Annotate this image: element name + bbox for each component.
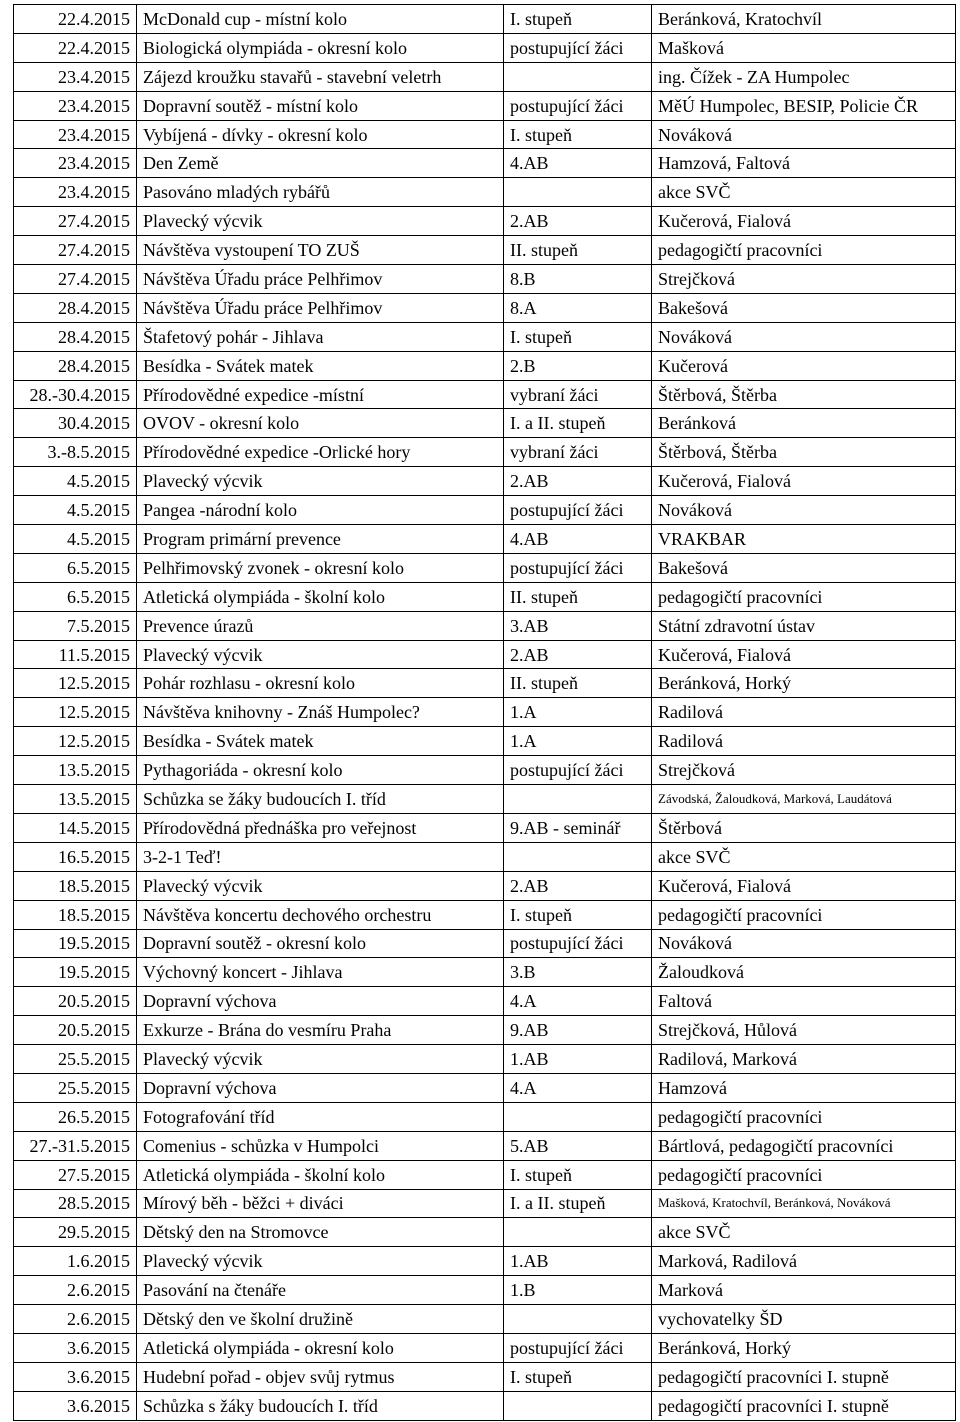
date-cell: 27.4.2015	[14, 265, 137, 294]
table-row	[14, 1391, 956, 1420]
table-row	[14, 756, 956, 785]
table-row	[14, 553, 956, 582]
event-cell: Den Země	[137, 149, 504, 178]
responsible-cell: Kučerová, Fialová	[652, 207, 956, 236]
table-row	[14, 900, 956, 929]
date-cell: 6.5.2015	[14, 553, 137, 582]
responsible-cell: Radilová	[652, 727, 956, 756]
date-cell: 27.5.2015	[14, 1160, 137, 1189]
events-table	[13, 4, 956, 1421]
class-cell	[504, 1391, 652, 1420]
event-cell: Fotografování tříd	[137, 1102, 504, 1131]
event-cell: Biologická olympiáda - okresní kolo	[137, 33, 504, 62]
class-cell: 8.B	[504, 265, 652, 294]
date-cell: 23.4.2015	[14, 178, 137, 207]
date-cell: 28.4.2015	[14, 351, 137, 380]
class-cell: 1.A	[504, 727, 652, 756]
responsible-cell: Nováková	[652, 929, 956, 958]
responsible-cell: Faltová	[652, 987, 956, 1016]
table-row	[14, 1333, 956, 1362]
event-cell: Výchovný koncert - Jihlava	[137, 958, 504, 987]
event-cell: Návštěva Úřadu práce Pelhřimov	[137, 265, 504, 294]
table-row	[14, 1102, 956, 1131]
event-cell: Atletická olympiáda - okresní kolo	[137, 1333, 504, 1362]
event-cell: Schůzka se žáky budoucích I. tříd	[137, 785, 504, 814]
date-cell: 23.4.2015	[14, 62, 137, 91]
date-cell: 18.5.2015	[14, 900, 137, 929]
date-cell: 1.6.2015	[14, 1247, 137, 1276]
class-cell: I. stupeň	[504, 5, 652, 34]
date-cell: 3.-8.5.2015	[14, 438, 137, 467]
date-cell: 4.5.2015	[14, 525, 137, 554]
class-cell: 1.A	[504, 698, 652, 727]
table-row	[14, 322, 956, 351]
date-cell: 14.5.2015	[14, 813, 137, 842]
event-cell: Návštěva knihovny - Znáš Humpolec?	[137, 698, 504, 727]
date-cell: 25.5.2015	[14, 1045, 137, 1074]
class-cell: postupující žáci	[504, 553, 652, 582]
event-cell: Pythagoriáda - okresní kolo	[137, 756, 504, 785]
responsible-cell: Státní zdravotní ústav	[652, 611, 956, 640]
table-row	[14, 380, 956, 409]
table-row	[14, 785, 956, 814]
class-cell: 4.A	[504, 987, 652, 1016]
table-row	[14, 1045, 956, 1074]
responsible-cell: akce SVČ	[652, 178, 956, 207]
event-cell: Zájezd kroužku stavařů - stavební veletrh	[137, 62, 504, 91]
date-cell: 19.5.2015	[14, 929, 137, 958]
responsible-cell: Závodská, Žaloudková, Marková, Laudátová	[652, 785, 956, 814]
date-cell: 3.6.2015	[14, 1333, 137, 1362]
table-row	[14, 1362, 956, 1391]
class-cell: 2.AB	[504, 871, 652, 900]
table-row	[14, 1305, 956, 1334]
event-cell: Přírodovědné expedice -Orlické hory	[137, 438, 504, 467]
event-cell: Pasování na čtenáře	[137, 1276, 504, 1305]
class-cell: 8.A	[504, 293, 652, 322]
date-cell: 28.-30.4.2015	[14, 380, 137, 409]
class-cell: I. stupeň	[504, 1362, 652, 1391]
event-cell: Mírový běh - běžci + diváci	[137, 1189, 504, 1218]
table-row	[14, 120, 956, 149]
date-cell: 11.5.2015	[14, 640, 137, 669]
event-cell: Návštěva vystoupení TO ZUŠ	[137, 236, 504, 265]
class-cell: 3.B	[504, 958, 652, 987]
class-cell: 3.AB	[504, 611, 652, 640]
class-cell: I. stupeň	[504, 900, 652, 929]
table-row	[14, 1131, 956, 1160]
date-cell: 20.5.2015	[14, 987, 137, 1016]
event-cell: Dopravní výchova	[137, 1073, 504, 1102]
table-row	[14, 467, 956, 496]
event-cell: Plavecký výcvik	[137, 640, 504, 669]
class-cell: postupující žáci	[504, 929, 652, 958]
class-cell	[504, 1305, 652, 1334]
event-cell: Pangea -národní kolo	[137, 496, 504, 525]
table-row	[14, 178, 956, 207]
date-cell: 3.6.2015	[14, 1362, 137, 1391]
responsible-cell: Hamzová	[652, 1073, 956, 1102]
event-cell: Dětský den na Stromovce	[137, 1218, 504, 1247]
class-cell: postupující žáci	[504, 91, 652, 120]
responsible-cell: VRAKBAR	[652, 525, 956, 554]
class-cell: vybraní žáci	[504, 438, 652, 467]
table-row	[14, 871, 956, 900]
table-row	[14, 1016, 956, 1045]
event-cell: Hudební pořad - objev svůj rytmus	[137, 1362, 504, 1391]
class-cell	[504, 785, 652, 814]
class-cell: 1.AB	[504, 1045, 652, 1074]
table-row	[14, 1073, 956, 1102]
table-row	[14, 236, 956, 265]
date-cell: 6.5.2015	[14, 582, 137, 611]
responsible-cell: Marková, Radilová	[652, 1247, 956, 1276]
class-cell	[504, 1102, 652, 1131]
date-cell: 25.5.2015	[14, 1073, 137, 1102]
class-cell: 1.AB	[504, 1247, 652, 1276]
responsible-cell: Mašková, Kratochvíl, Beránková, Nováková	[652, 1189, 956, 1218]
responsible-cell: vychovatelky ŠD	[652, 1305, 956, 1334]
table-row	[14, 293, 956, 322]
responsible-cell: pedagogičtí pracovníci I. stupně	[652, 1391, 956, 1420]
class-cell: postupující žáci	[504, 1333, 652, 1362]
responsible-cell: Žaloudková	[652, 958, 956, 987]
date-cell: 4.5.2015	[14, 467, 137, 496]
table-row	[14, 611, 956, 640]
table-row	[14, 62, 956, 91]
event-cell: Pasováno mladých rybářů	[137, 178, 504, 207]
class-cell: 2.AB	[504, 467, 652, 496]
date-cell: 27.4.2015	[14, 236, 137, 265]
date-cell: 23.4.2015	[14, 149, 137, 178]
event-cell: OVOV - okresní kolo	[137, 409, 504, 438]
event-cell: Přírodovědná přednáška pro veřejnost	[137, 813, 504, 842]
event-cell: McDonald cup - místní kolo	[137, 5, 504, 34]
class-cell	[504, 62, 652, 91]
event-cell: Program primární prevence	[137, 525, 504, 554]
events-table-body	[14, 5, 956, 1421]
table-row	[14, 842, 956, 871]
date-cell: 12.5.2015	[14, 698, 137, 727]
class-cell	[504, 178, 652, 207]
table-row	[14, 1160, 956, 1189]
table-row	[14, 669, 956, 698]
table-row	[14, 496, 956, 525]
responsible-cell: Štěrbová	[652, 813, 956, 842]
class-cell: 1.B	[504, 1276, 652, 1305]
event-cell: Dopravní výchova	[137, 987, 504, 1016]
table-row	[14, 813, 956, 842]
class-cell: I. a II. stupeň	[504, 1189, 652, 1218]
date-cell: 28.5.2015	[14, 1189, 137, 1218]
date-cell: 2.6.2015	[14, 1276, 137, 1305]
class-cell: postupující žáci	[504, 33, 652, 62]
event-cell: Atletická olympiáda - školní kolo	[137, 1160, 504, 1189]
table-row	[14, 91, 956, 120]
responsible-cell: Hamzová, Faltová	[652, 149, 956, 178]
event-cell: Plavecký výcvik	[137, 1247, 504, 1276]
table-row	[14, 5, 956, 34]
table-row	[14, 582, 956, 611]
table-row	[14, 265, 956, 294]
class-cell: 4.A	[504, 1073, 652, 1102]
class-cell: I. a II. stupeň	[504, 409, 652, 438]
responsible-cell: pedagogičtí pracovníci	[652, 582, 956, 611]
responsible-cell: Bakešová	[652, 553, 956, 582]
date-cell: 7.5.2015	[14, 611, 137, 640]
date-cell: 23.4.2015	[14, 91, 137, 120]
responsible-cell: Kučerová	[652, 351, 956, 380]
table-row	[14, 958, 956, 987]
event-cell: Besídka - Svátek matek	[137, 727, 504, 756]
class-cell: 2.B	[504, 351, 652, 380]
class-cell: I. stupeň	[504, 322, 652, 351]
date-cell: 4.5.2015	[14, 496, 137, 525]
class-cell: II. stupeň	[504, 669, 652, 698]
responsible-cell: pedagogičtí pracovníci	[652, 900, 956, 929]
event-cell: Pelhřimovský zvonek - okresní kolo	[137, 553, 504, 582]
date-cell: 22.4.2015	[14, 33, 137, 62]
table-row	[14, 438, 956, 467]
class-cell	[504, 842, 652, 871]
class-cell: I. stupeň	[504, 1160, 652, 1189]
event-cell: Besídka - Svátek matek	[137, 351, 504, 380]
table-row	[14, 640, 956, 669]
date-cell: 19.5.2015	[14, 958, 137, 987]
date-cell: 12.5.2015	[14, 727, 137, 756]
responsible-cell: Strejčková, Hůlová	[652, 1016, 956, 1045]
table-row	[14, 1276, 956, 1305]
class-cell: 4.AB	[504, 149, 652, 178]
event-cell: Plavecký výcvik	[137, 1045, 504, 1074]
event-cell: Přírodovědné expedice -místní	[137, 380, 504, 409]
class-cell: 5.AB	[504, 1131, 652, 1160]
event-cell: Exkurze - Brána do vesmíru Praha	[137, 1016, 504, 1045]
event-cell: Pohár rozhlasu - okresní kolo	[137, 669, 504, 698]
responsible-cell: Beránková, Kratochvíl	[652, 5, 956, 34]
table-row	[14, 727, 956, 756]
responsible-cell: Kučerová, Fialová	[652, 467, 956, 496]
date-cell: 28.4.2015	[14, 293, 137, 322]
date-cell: 29.5.2015	[14, 1218, 137, 1247]
responsible-cell: Strejčková	[652, 265, 956, 294]
responsible-cell: pedagogičtí pracovníci I. stupně	[652, 1362, 956, 1391]
responsible-cell: Beránková	[652, 409, 956, 438]
responsible-cell: pedagogičtí pracovníci	[652, 1160, 956, 1189]
event-cell: Dopravní soutěž - místní kolo	[137, 91, 504, 120]
event-cell: Dětský den ve školní družině	[137, 1305, 504, 1334]
class-cell	[504, 1218, 652, 1247]
date-cell: 2.6.2015	[14, 1305, 137, 1334]
responsible-cell: Kučerová, Fialová	[652, 871, 956, 900]
class-cell: 9.AB - seminář	[504, 813, 652, 842]
class-cell: 2.AB	[504, 640, 652, 669]
class-cell: II. stupeň	[504, 236, 652, 265]
table-row	[14, 987, 956, 1016]
table-row	[14, 33, 956, 62]
responsible-cell: pedagogičtí pracovníci	[652, 236, 956, 265]
table-row	[14, 525, 956, 554]
date-cell: 13.5.2015	[14, 785, 137, 814]
event-cell: Štafetový pohár - Jihlava	[137, 322, 504, 351]
responsible-cell: Nováková	[652, 496, 956, 525]
responsible-cell: Bártlová, pedagogičtí pracovníci	[652, 1131, 956, 1160]
event-cell: Atletická olympiáda - školní kolo	[137, 582, 504, 611]
event-cell: Vybíjená - dívky - okresní kolo	[137, 120, 504, 149]
responsible-cell: akce SVČ	[652, 1218, 956, 1247]
responsible-cell: Radilová, Marková	[652, 1045, 956, 1074]
table-row	[14, 1218, 956, 1247]
event-cell: Dopravní soutěž - okresní kolo	[137, 929, 504, 958]
responsible-cell: Nováková	[652, 120, 956, 149]
class-cell: 9.AB	[504, 1016, 652, 1045]
class-cell: 4.AB	[504, 525, 652, 554]
table-row	[14, 409, 956, 438]
class-cell: I. stupeň	[504, 120, 652, 149]
class-cell: vybraní žáci	[504, 380, 652, 409]
responsible-cell: Bakešová	[652, 293, 956, 322]
date-cell: 22.4.2015	[14, 5, 137, 34]
responsible-cell: Mašková	[652, 33, 956, 62]
date-cell: 28.4.2015	[14, 322, 137, 351]
class-cell: postupující žáci	[504, 496, 652, 525]
event-cell: Prevence úrazů	[137, 611, 504, 640]
responsible-cell: akce SVČ	[652, 842, 956, 871]
event-cell: Plavecký výcvik	[137, 871, 504, 900]
responsible-cell: Štěrbová, Štěrba	[652, 438, 956, 467]
date-cell: 18.5.2015	[14, 871, 137, 900]
responsible-cell: Nováková	[652, 322, 956, 351]
event-cell: Comenius - schůzka v Humpolci	[137, 1131, 504, 1160]
table-row	[14, 929, 956, 958]
table-row	[14, 149, 956, 178]
date-cell: 3.6.2015	[14, 1391, 137, 1420]
table-row	[14, 698, 956, 727]
table-row	[14, 207, 956, 236]
class-cell: 2.AB	[504, 207, 652, 236]
event-cell: Návštěva koncertu dechového orchestru	[137, 900, 504, 929]
responsible-cell: Beránková, Horký	[652, 1333, 956, 1362]
date-cell: 20.5.2015	[14, 1016, 137, 1045]
responsible-cell: pedagogičtí pracovníci	[652, 1102, 956, 1131]
date-cell: 27.-31.5.2015	[14, 1131, 137, 1160]
class-cell: II. stupeň	[504, 582, 652, 611]
date-cell: 27.4.2015	[14, 207, 137, 236]
table-row	[14, 351, 956, 380]
date-cell: 30.4.2015	[14, 409, 137, 438]
responsible-cell: Marková	[652, 1276, 956, 1305]
date-cell: 26.5.2015	[14, 1102, 137, 1131]
responsible-cell: Radilová	[652, 698, 956, 727]
event-cell: Schůzka s žáky budoucích I. tříd	[137, 1391, 504, 1420]
date-cell: 12.5.2015	[14, 669, 137, 698]
event-cell: 3-2-1 Teď!	[137, 842, 504, 871]
responsible-cell: Beránková, Horký	[652, 669, 956, 698]
date-cell: 16.5.2015	[14, 842, 137, 871]
event-cell: Plavecký výcvik	[137, 467, 504, 496]
table-row	[14, 1247, 956, 1276]
event-cell: Plavecký výcvik	[137, 207, 504, 236]
responsible-cell: Štěrbová, Štěrba	[652, 380, 956, 409]
responsible-cell: Strejčková	[652, 756, 956, 785]
responsible-cell: MěÚ Humpolec, BESIP, Policie ČR	[652, 91, 956, 120]
table-row	[14, 1189, 956, 1218]
event-cell: Návštěva Úřadu práce Pelhřimov	[137, 293, 504, 322]
responsible-cell: ing. Čížek - ZA Humpolec	[652, 62, 956, 91]
class-cell: postupující žáci	[504, 756, 652, 785]
date-cell: 23.4.2015	[14, 120, 137, 149]
responsible-cell: Kučerová, Fialová	[652, 640, 956, 669]
date-cell: 13.5.2015	[14, 756, 137, 785]
